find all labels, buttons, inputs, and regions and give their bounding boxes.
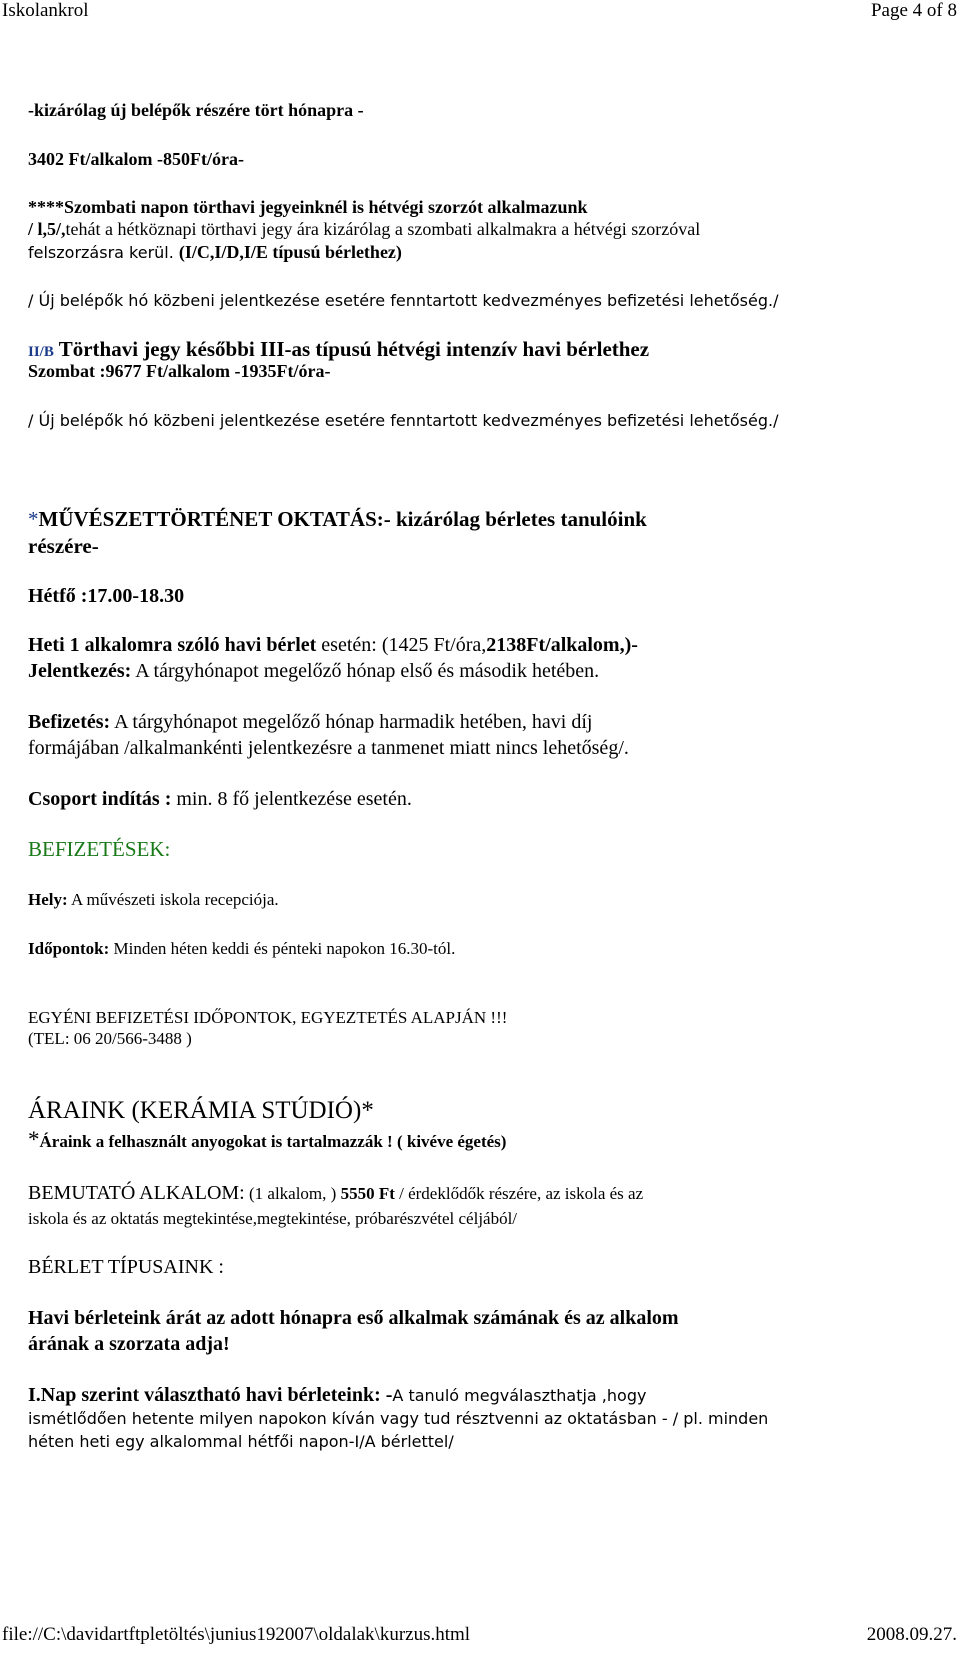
szombat-price: Szombat :9677 Ft/alkalom -1935Ft/óra- xyxy=(28,361,331,381)
footer-file-path: file://C:\davidartftpletöltés\junius192007\oldalak\kurzus.html xyxy=(2,1624,471,1645)
kedvezmeny-notice-2-text: / Új belépők hó közbeni jelentkezése esetére fenntartott kedvezményes befizetési lehetőség./ xyxy=(28,411,779,430)
berlet-types: (I/C,I/D,I/E típusú bérlethez) xyxy=(178,242,402,262)
idopontok-text: Minden héten keddi és pénteki napokon 16.30-tól. xyxy=(109,939,456,958)
heti-berlet-line xyxy=(28,634,638,657)
szombat-notice-line3 xyxy=(28,242,402,263)
arak-note: Áraink a felhasznált anyogokat is tartalmazzák ! ( kivéve égetés) xyxy=(39,1132,507,1151)
nap-szerint-line xyxy=(28,1384,646,1407)
bemutato-alkalom: (1 alkalom, ) xyxy=(244,1184,341,1203)
felszorzas-text: felszorzásra kerül. xyxy=(28,243,179,262)
idopontok-line xyxy=(28,939,455,959)
header-page-number: Page 4 of 8 xyxy=(870,0,957,21)
befizetes-label: Befizetés: xyxy=(28,711,111,733)
befizetes-text: A tárgyhónapot megelőző hónap harmadik hetében, havi díj xyxy=(110,711,593,733)
jelentkezes-label: Jelentkezés: xyxy=(28,660,132,682)
bemutato-line xyxy=(28,1182,643,1205)
nap-szerint-text: A tanuló megválaszthatja ,hogy xyxy=(392,1386,647,1405)
arak-note-line xyxy=(28,1127,506,1153)
bemutato-label: BEMUTATÓ ALKALOM: xyxy=(28,1182,245,1204)
befizetes-line-2: formájában /alkalmankénti jelentkezésre a tanmenet miatt nincs lehetőség/. xyxy=(28,737,629,759)
nap-szerint-line-3: héten heti egy alkalommal hétfői napon-I/A bérlettel/ xyxy=(28,1432,454,1451)
telefon: (TEL: 06 20/566-3488 ) xyxy=(28,1029,192,1048)
befizetesek-heading: BEFIZETÉSEK: xyxy=(28,837,171,861)
bemutato-text: / érdeklődők részére, az iskola és az xyxy=(394,1184,644,1203)
page-footer xyxy=(0,1624,960,1654)
havi-berlet-line-2: árának a szorzata adja! xyxy=(28,1333,230,1355)
hetfo-time: Hétfő :17.00-18.30 xyxy=(28,585,185,607)
bemutato-price: 5550 Ft xyxy=(340,1184,395,1203)
egyeni-befizetes: EGYÉNI BEFIZETÉSI IDŐPONTOK, EGYEZTETÉS ALAPJÁN !!! xyxy=(28,1008,508,1027)
kedvezmeny-notice-1-text: / Új belépők hó közbeni jelentkezése esetére fenntartott kedvezményes befizetési lehetőség./ xyxy=(28,291,779,310)
kedvezmeny-notice-1 xyxy=(28,291,778,310)
arak-note-star: * xyxy=(28,1127,40,1152)
csoport-inditas-label: Csoport indítás : xyxy=(28,788,172,810)
szombat-notice-line2 xyxy=(28,219,700,240)
nap-szerint-label: I.Nap szerint választható havi bérleteink: - xyxy=(28,1384,393,1406)
csoport-inditas-text: min. 8 fő jelentkezése esetén. xyxy=(171,788,412,810)
szombat-notice-line1: ****Szombati napon törthavi jegyeinknél is hétvégi szorzót alkalmazunk xyxy=(28,197,588,217)
header-title: Iskolankrol xyxy=(2,0,89,21)
szombat-notice-text: tehát a hétköznapi törthavi jegy ára kizárólag a szombati alkalmakra a hétvégi szorzóval xyxy=(65,219,701,239)
arak-heading: ÁRAINK (KERÁMIA STÚDIÓ)* xyxy=(28,1097,374,1124)
heti-berlet-label: Heti 1 alkalomra szóló havi bérlet xyxy=(28,634,317,656)
idopontok-label: Időpontok: xyxy=(28,939,110,958)
heti-berlet-price-alkalom: 2138Ft/alkalom,)- xyxy=(486,634,638,656)
iib-title: Törthavi jegy későbbi III-as típusú hétvégi intenzív havi bérlethez xyxy=(53,337,650,361)
tort-honap-line: -kizárólag új belépők részére tört hónapra - xyxy=(28,100,364,120)
hely-text: A művészeti iskola recepciója. xyxy=(67,890,279,909)
iib-heading xyxy=(28,337,649,362)
kedvezmeny-notice-2 xyxy=(28,411,778,430)
berlet-tipusaink-heading: BÉRLET TÍPUSAINK : xyxy=(28,1256,224,1278)
muveszettortenet-title: MŰVÉSZETTÖRTÉNET OKTATÁS:- kizárólag bérletes tanulóink xyxy=(38,507,647,531)
csoport-inditas-line xyxy=(28,788,412,811)
befizetes-line xyxy=(28,711,592,734)
page-header xyxy=(0,0,960,30)
tort-honap-price: 3402 Ft/alkalom -850Ft/óra- xyxy=(28,149,244,169)
jelentkezes-line xyxy=(28,660,599,683)
iib-code: II/B xyxy=(28,344,54,360)
muveszettortenet-heading-2: részére- xyxy=(28,534,99,558)
havi-berlet-line-1: Havi bérleteink árát az adott hónapra eső alkalmak számának és az alkalom xyxy=(28,1307,679,1329)
szorzo-value: / l,5/, xyxy=(28,219,66,239)
footer-date: 2008.09.27. xyxy=(866,1624,957,1645)
heti-berlet-price-ora: (1425 Ft/óra, xyxy=(381,634,487,656)
bemutato-line-2: iskola és az oktatás megtekintése,megtekintése, próbarészvétel céljából/ xyxy=(28,1209,518,1228)
hely-line xyxy=(28,890,279,910)
jelentkezes-text: A tárgyhónapot megelőző hónap első és második hetében. xyxy=(131,660,600,682)
muveszettortenet-heading xyxy=(28,507,647,532)
nap-szerint-line-2: ismétlődően hetente milyen napokon kíván vagy tud résztvenni az oktatásban - / pl. minden xyxy=(28,1409,769,1428)
muveszettortenet-star: * xyxy=(28,507,39,531)
hely-label: Hely: xyxy=(28,890,68,909)
heti-berlet-esetén: esetén: xyxy=(316,634,382,656)
